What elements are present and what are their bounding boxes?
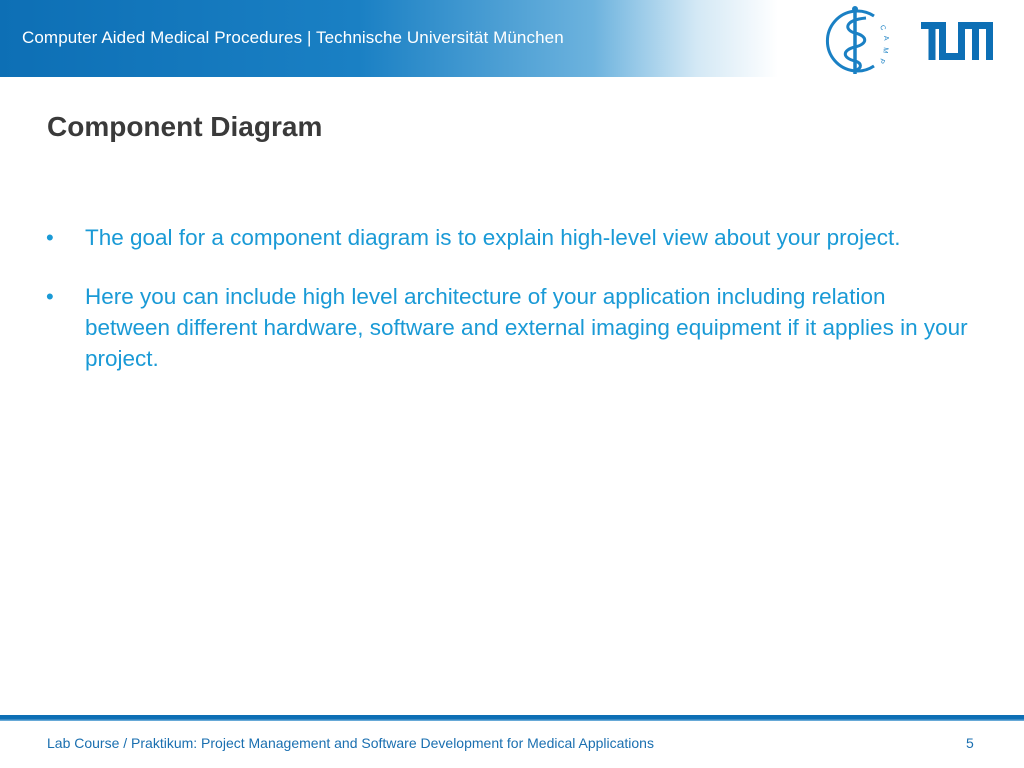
bullet-list: [46, 222, 976, 402]
svg-text:C: C: [878, 24, 887, 32]
tum-logo-icon: [921, 22, 993, 60]
header-title: Computer Aided Medical Procedures | Technische Universität München: [22, 28, 564, 47]
header-bar: [0, 0, 1024, 77]
bullet-item: [46, 222, 976, 253]
svg-text:P: P: [877, 57, 886, 65]
footer-divider: [0, 715, 1024, 721]
svg-text:M: M: [881, 46, 889, 54]
bullet-dot-icon: •: [46, 225, 54, 250]
camp-logo-icon: [820, 4, 894, 78]
bullet-item: [46, 281, 976, 374]
bullet-dot-icon: •: [46, 284, 54, 309]
page-number: 5: [966, 735, 974, 751]
svg-text:A: A: [882, 35, 890, 41]
bullet-text: Here you can include high level architecture of your application including relation between different hardware, software and external imaging equipment if it applies in your project.: [85, 284, 968, 371]
footer-course-title: Lab Course / Praktikum: Project Management and Software Development for Medical Applications: [47, 735, 654, 751]
slide-title: Component Diagram: [47, 111, 323, 142]
bullet-text: The goal for a component diagram is to explain high-level view about your project.: [85, 225, 901, 250]
